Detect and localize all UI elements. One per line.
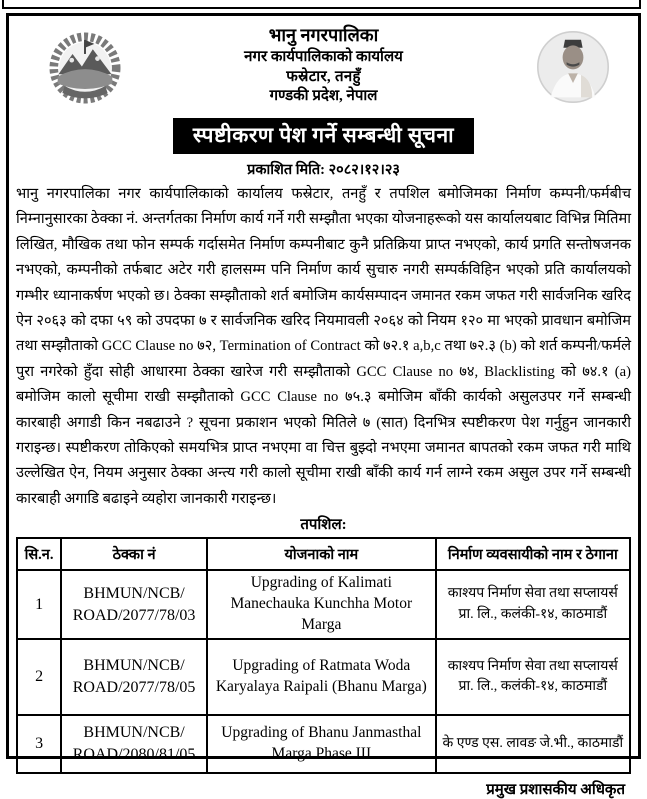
nepal-coat-of-arms-icon <box>46 28 124 108</box>
col-header-contract-no: ठेक्का नं <box>61 538 207 570</box>
office-name: नगर कार्यपालिकाको कार्यालय <box>244 48 403 65</box>
office-province: गण्डकी प्रदेश, नेपाल <box>269 88 378 105</box>
cell-sn: 2 <box>17 639 61 715</box>
contract-no-line: ROAD/2077/78/03 <box>72 606 196 624</box>
cell-contract-no <box>61 570 207 639</box>
table-row <box>17 570 630 639</box>
cell-project-name: Upgrading of Ratmata Woda Karyalaya Raipali (Bhanu Marga) <box>207 639 436 715</box>
contract-no-line: BHMUN/NCB/ <box>83 657 185 675</box>
cell-sn: 3 <box>17 715 61 773</box>
col-header-contractor: निर्माण व्यवसायीको नाम र ठेगाना <box>436 538 630 570</box>
contract-no-line: BHMUN/NCB/ <box>83 585 185 603</box>
document-header <box>16 22 631 112</box>
col-header-sn: सि.न. <box>17 538 61 570</box>
cell-contractor: के एण्ड एस. लावङ जे.भी., काठमाडौं <box>436 715 630 773</box>
bhanu-bhakta-portrait-image <box>533 26 613 108</box>
cell-project-name: Upgrading of Kalimati Manechauka Kunchha Motor Marga <box>207 570 436 639</box>
contract-no-line: ROAD/2077/78/05 <box>72 679 196 697</box>
cell-project-name: Upgrading of Bhanu Janmasthal Marga Phase III <box>207 715 436 773</box>
cell-contractor: काश्यप निर्माण सेवा तथा सप्लायर्स प्रा. लि., कलंकी-१४, काठमाडौं <box>436 639 630 715</box>
cell-contract-no <box>61 715 207 773</box>
cell-sn: 1 <box>17 570 61 639</box>
notice-title-banner: स्पष्टीकरण पेश गर्ने सम्बन्धी सूचना <box>173 118 474 154</box>
signature-line: प्रमुख प्रशासकीय अधिकृत <box>486 782 625 799</box>
cell-contractor: काश्यप निर्माण सेवा तथा सप्लायर्स प्रा. लि., कलंकी-१४, काठमाडौं <box>436 570 630 639</box>
contract-no-line: BHMUN/NCB/ <box>83 724 185 742</box>
contract-no-line: ROAD/2080/81/05 <box>72 746 196 764</box>
notice-body-paragraph: भानु नगरपालिका नगर कार्यपालिकाको कार्यालय फस्रेटार, तनहुँ र तपशिल बमोजिमका निर्माण कम्पनी/फर्मबीच निम्नानुसारका ठेक्का नं. अन्तर्गतका निर्माण कार्य गर्ने गरी सम्झौता भएका योजनाहरूको यस कार्यालयबाट विभिन्न मितिमा लिखित, मौखिक तथा फोन सम्पर्क गर्दासमेत निर्माण कम्पनीबाट कुनै प्रतिक्रिया प्राप्त नभएको, कार्य प्रगति सन्तोषजनक नभएको, कम्पनीको तर्फबाट अटेर गरी हालसम्म पनि निर्माण कार्य सुचारु नगरी सम्पर्कविहिन भएको प्रति कार्यालयको गम्भीर ध्यानाकर्षण भएको छ। ठेक्का सम्झौताको शर्त बमोजिम कार्यसम्पादन जमानत रकम जफत गरी सार्वजनिक खरिद ऐन २०६३ को दफा ५९ को उपदफा ७ र सार्वजनिक खरिद नियमावली २०६४ को नियम १२० मा भएको प्रावधान बमोजिम तथा सम्झौताको GCC Clause no ७२, Termination of Contract को ७२.१ a,b,c तथा ७२.३ (b) को शर्त कम्पनी/फर्मले पुरा नगरेको हुँदा सोही आधारमा ठेक्का खारेज गरी सम्झौताको GCC Clause no ७४, Blacklisting को ७४.१ (a) बमोजिम कालो सूचीमा राखी सम्झौताको GCC Clause no ७५.३ बमोजिम बाँकी कार्यको असुलउपर गर्ने सम्बन्धी कारबाही अगाडी किन नबढाउने ? सूचना प्रकाशन भएको मितिले ७ (सात) दिनभित्र स्पष्टीकरण पेश गर्नुहुन जानकारी गराइन्छ। स्पष्टीकरण तोकिएको समयभित्र प्राप्त नभएमा वा चित्त बुझ्दो नभएमा जमानत बापतको रकम जफत गरी माथि उल्लेखित ऐन, नियम अनुसार ठेक्का अन्त्य गरी कालो सूचीमा राखी बाँकी कार्य गर्न लाग्ने रकम असुल उपर गर्ने सम्बन्धी कारबाही अगाडि बढाइने व्यहोरा जानकारी गराइन्छ। <box>16 186 631 507</box>
cell-contract-no <box>61 639 207 715</box>
table-caption: तपशिल: <box>300 517 347 534</box>
municipality-name: भानु नगरपालिका <box>268 25 379 45</box>
office-place: फस्रेटार, तनहुँ <box>286 68 361 85</box>
banner-row <box>16 118 631 154</box>
table-row <box>17 639 630 715</box>
table-header-row <box>17 538 630 570</box>
table-row <box>17 715 630 773</box>
col-header-project-name: योजनाको नाम <box>207 538 436 570</box>
top-frame-remnant <box>2 0 641 9</box>
published-date: प्रकाशित मिति: २०८२।१२।२३ <box>247 162 400 178</box>
contracts-table <box>16 537 631 774</box>
notice-document <box>6 13 641 799</box>
